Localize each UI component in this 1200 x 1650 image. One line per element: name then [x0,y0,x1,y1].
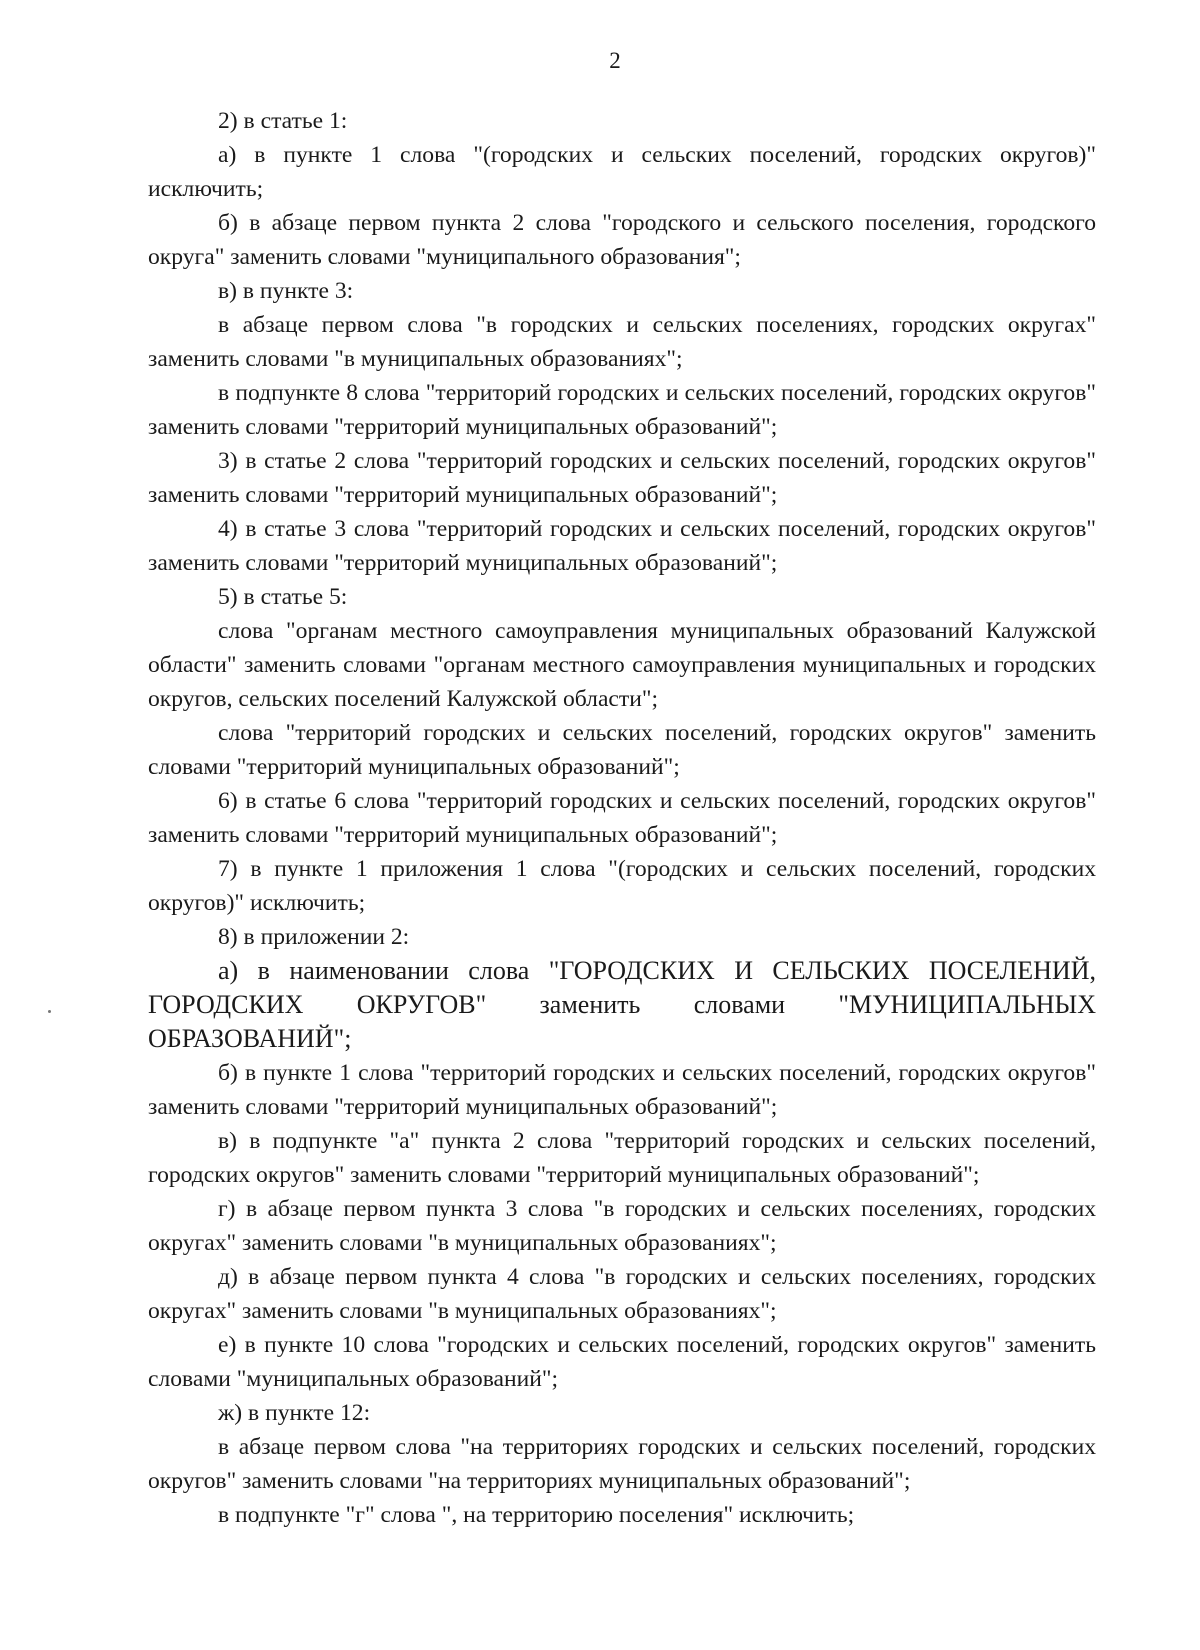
item-8e: е) в пункте 10 слова "городских и сельских поселений, городских округов" заменить словами "муниципальных образований"; [148,1332,1096,1392]
item-8-appendix-2: 8) в приложении 2: [218,924,410,950]
item-8zh: ж) в пункте 12: [218,1400,371,1426]
item-2b: б) в абзаце первом пункта 2 слова "городского и сельского поселения, городского округа" заменить словами "муниципального образования"; [148,210,1096,270]
item-2c-subitem-8: в подпункте 8 слова "территорий городских и сельских поселений, городских округов" заменить словами "территорий муниципальных образований"; [148,380,1096,440]
item-8zh-subitem-g: в подпункте "г" слова ", на территорию поселения" исключить; [218,1502,855,1528]
item-2a: а) в пункте 1 слова "(городских и сельских поселений, городских округов)" исключить; [148,142,1096,202]
item-2c: в) в пункте 3: [218,278,354,304]
scan-speck [48,1010,51,1013]
item-2c-paragraph-1: в абзаце первом слова "в городских и сельских поселениях, городских округах" заменить словами "в муниципальных образованиях"; [148,312,1096,372]
item-5-words-organs: слова "органам местного самоуправления муниципальных образований Калужской области" заменить словами "органам местного самоуправления муниципальных и городских округов, сельских поселений Калужской области"; [148,618,1096,712]
item-4-article-3: 4) в статье 3 слова "территорий городских и сельских поселений, городских округов" заменить словами "территорий муниципальных образований"; [148,516,1096,576]
item-8v: в) в подпункте "а" пункта 2 слова "территорий городских и сельских поселений, городских округов" заменить словами "территорий муниципальных образований"; [148,1128,1096,1188]
item-8b: б) в пункте 1 слова "территорий городских и сельских поселений, городских округов" заменить словами "территорий муниципальных образований"; [148,1060,1096,1120]
item-3-article-2: 3) в статье 2 слова "территорий городских и сельских поселений, городских округов" заменить словами "территорий муниципальных образований"; [148,448,1096,508]
item-5-article-5: 5) в статье 5: [218,584,348,610]
item-8zh-paragraph-1: в абзаце первом слова "на территориях городских и сельских поселений, городских округов" заменить словами "на территориях муниципальных образований"; [148,1434,1096,1494]
item-6-article-6: 6) в статье 6 слова "территорий городских и сельских поселений, городских округов" заменить словами "территорий муниципальных образований"; [148,788,1096,848]
item-8d: д) в абзаце первом пункта 4 слова "в городских и сельских поселениях, городских округах" заменить словами "в муниципальных образованиях"; [148,1264,1096,1324]
item-7-appendix-1: 7) в пункте 1 приложения 1 слова "(городских и сельских поселений, городских округов)" исключить; [148,856,1096,916]
page-number: 2 [609,48,621,73]
item-8g: г) в абзаце первом пункта 3 слова "в городских и сельских поселениях, городских округах" заменить словами "в муниципальных образованиях"; [148,1196,1096,1256]
item-2-article-1: 2) в статье 1: [218,108,348,134]
item-5-words-territories: слова "территорий городских и сельских поселений, городских округов" заменить словами "территорий муниципальных образований"; [148,720,1096,780]
item-8a: а) в наименовании слова "ГОРОДСКИХ И СЕЛЬСКИХ ПОСЕЛЕНИЙ, ГОРОДСКИХ ОКРУГОВ" заменить словами "МУНИЦИПАЛЬНЫХ ОБРАЗОВАНИЙ"; [148,956,1096,1053]
document-body [148,104,1096,1532]
